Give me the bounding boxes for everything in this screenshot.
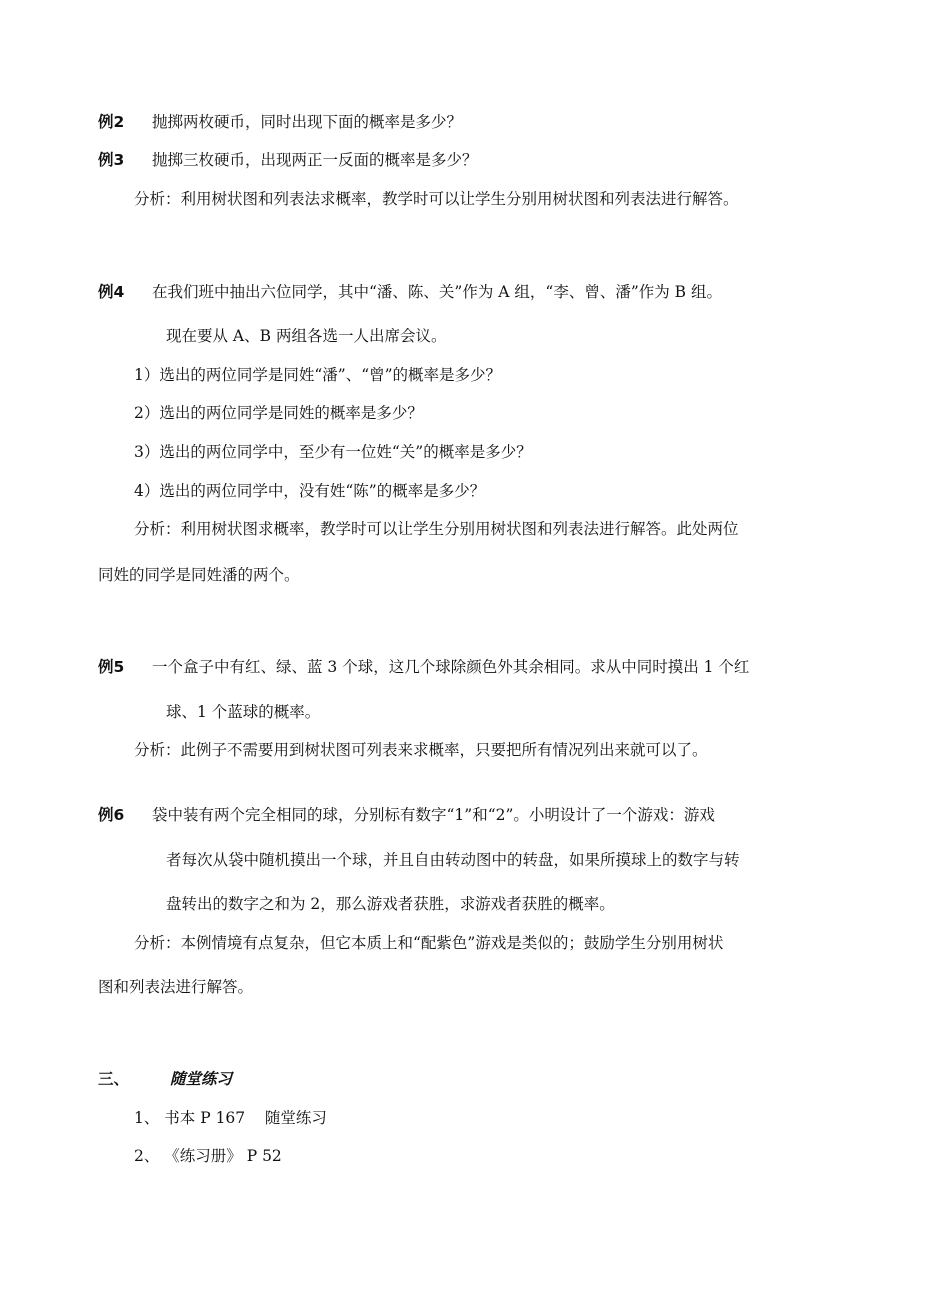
example-label: 例3 [98,151,125,169]
example-text: 抛掷三枚硬币，出现两正一反面的概率是多少？ [152,151,478,169]
example-label: 例2 [98,113,125,131]
example-text: 在我们班中抽出六位同学，其中“潘、陈、关”作为 A 组，“李、曾、潘”作为 B 组。 [152,283,722,301]
example-text: 盘转出的数字之和为 2，那么游戏者获胜，求游戏者获胜的概率。 [166,895,615,913]
section-number: 三、 [98,1070,130,1088]
example-text: 一个盒子中有红、绿、蓝 3 个球，这几个球除颜色外其余相同。求从中同时摸出 1 个红 [152,658,750,676]
example-text: 袋中装有两个完全相同的球，分别标有数字“1”和“2”。小明设计了一个游戏：游戏 [152,806,715,824]
analysis-text: 分析：此例子不需要用到树状图可列表来求概率，只要把所有情况列出来就可以了。 [134,741,708,759]
analysis-text: 分析：利用树状图求概率，教学时可以让学生分别用树状图和列表法进行解答。此处两位 [134,520,739,538]
question-item: 3）选出的两位同学中，至少有一位姓“关”的概率是多少？ [134,443,532,461]
example-text: 现在要从 A、B 两组各选一人出席会议。 [166,327,447,345]
question-item: 4）选出的两位同学中，没有姓“陈”的概率是多少？ [134,482,486,500]
analysis-text: 分析：本例情境有点复杂，但它本质上和“配紫色”游戏是类似的；鼓励学生分别用树状 [134,934,724,952]
example-text: 者每次从袋中随机摸出一个球，并且自由转动图中的转盘，如果所摸球上的数字与转 [166,851,740,869]
exercise-item: 2、 《练习册》 P 52 [134,1147,282,1165]
analysis-text: 分析：利用树状图和列表法求概率，教学时可以让学生分别用树状图和列表法进行解答。 [134,190,739,208]
section-title: 随堂练习 [170,1070,233,1088]
example-text: 球、1 个蓝球的概率。 [166,703,321,721]
question-item: 1）选出的两位同学是同姓“潘”、“曾”的概率是多少？ [134,366,502,384]
exercise-item: 1、 书本 P 167 随堂练习 [134,1109,327,1127]
analysis-text: 同姓的同学是同姓潘的两个。 [98,566,300,584]
example-text: 抛掷两枚硬币，同时出现下面的概率是多少？ [152,113,463,131]
question-item: 2）选出的两位同学是同姓的概率是多少？ [134,404,423,422]
example-label: 例6 [98,806,125,824]
example-label: 例5 [98,658,125,676]
example-label: 例4 [98,283,125,301]
analysis-text: 图和列表法进行解答。 [98,978,254,996]
